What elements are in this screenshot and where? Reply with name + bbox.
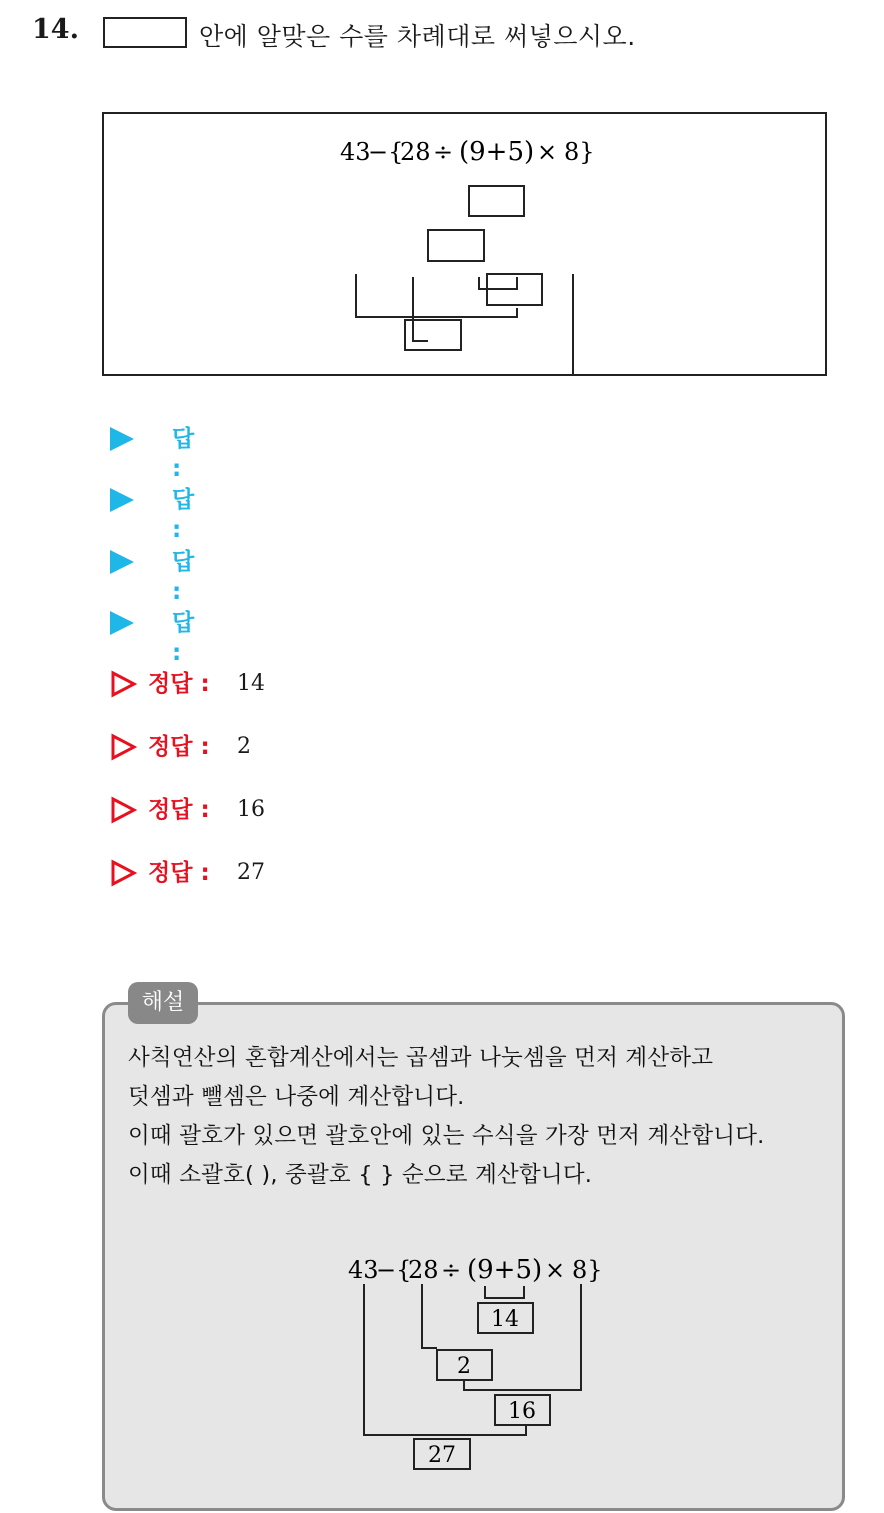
result-value-1: 14: [491, 1307, 519, 1332]
red-outline-triangle-icon: [110, 857, 138, 889]
blue-triangle-icon: [110, 427, 134, 451]
blue-triangle-icon: [110, 488, 134, 512]
explanation-line: 사칙연산의 혼합계산에서는 곱셈과 나눗셈을 먼저 계산하고: [128, 1045, 714, 1071]
blue-triangle-icon: [110, 550, 134, 574]
blank-box-2: [428, 230, 484, 261]
result-value-4: 27: [428, 1443, 456, 1468]
question-number: 14.: [32, 14, 79, 45]
expr-divide: ÷: [433, 138, 454, 166]
correct-answer-label: 정답 :: [148, 797, 210, 823]
correct-answer-label: 정답 :: [148, 860, 210, 886]
explanation-tab: 해설: [128, 982, 198, 1024]
correct-answer-value: 27: [237, 860, 265, 885]
answer-label: 답 :: [172, 487, 195, 543]
expr-times: ×: [545, 1256, 566, 1284]
answer-label: 답 :: [172, 610, 195, 666]
answer-label: 답 :: [172, 549, 195, 605]
answer-row: [110, 485, 195, 543]
answer-label: 답 :: [172, 426, 195, 482]
answer-row: [110, 547, 195, 605]
correct-answer-value: 14: [237, 671, 265, 696]
expr-paren: (9+5): [467, 1255, 543, 1285]
correct-answer-label: 정답 :: [148, 734, 210, 760]
expr-paren: (9+5): [459, 137, 535, 167]
expr-minus-brace: −{: [368, 138, 404, 166]
explanation-line: 이때 괄호가 있으면 괄호안에 있는 수식을 가장 먼저 계산합니다.: [128, 1123, 765, 1149]
expr-28: 28: [408, 1256, 439, 1284]
red-outline-triangle-icon: [110, 668, 138, 700]
blank-box-icon: [103, 17, 187, 48]
correct-answer-value: 2: [237, 734, 251, 759]
correct-answer-value: 16: [237, 797, 265, 822]
expr-8: 8}: [572, 1256, 603, 1284]
problem-diagram: [102, 112, 827, 376]
expr-28: 28: [400, 138, 431, 166]
red-outline-triangle-icon: [110, 731, 138, 763]
explanation-diagram: [340, 1250, 610, 1480]
result-value-3: 16: [508, 1399, 536, 1424]
explanation-line: 이때 소괄호( ), 중괄호 { } 순으로 계산합니다.: [128, 1162, 593, 1188]
expr-times: ×: [537, 138, 558, 166]
expr-divide: ÷: [441, 1256, 462, 1284]
explanation-line: 덧셈과 뺄셈은 나중에 계산합니다.: [128, 1084, 465, 1110]
answer-row: [110, 424, 195, 482]
correct-answer-label: 정답 :: [148, 671, 210, 697]
blue-triangle-icon: [110, 611, 134, 635]
expr-minus-brace: −{: [376, 1256, 412, 1284]
red-outline-triangle-icon: [110, 794, 138, 826]
expr-43: 43: [348, 1256, 379, 1284]
question-text: 안에 알맞은 수를 차례대로 써넣으시오.: [199, 22, 636, 51]
result-value-2: 2: [457, 1354, 471, 1379]
expr-8: 8}: [564, 138, 595, 166]
blank-box-1: [469, 186, 524, 216]
answer-row: [110, 608, 195, 666]
expr-43: 43: [340, 138, 371, 166]
